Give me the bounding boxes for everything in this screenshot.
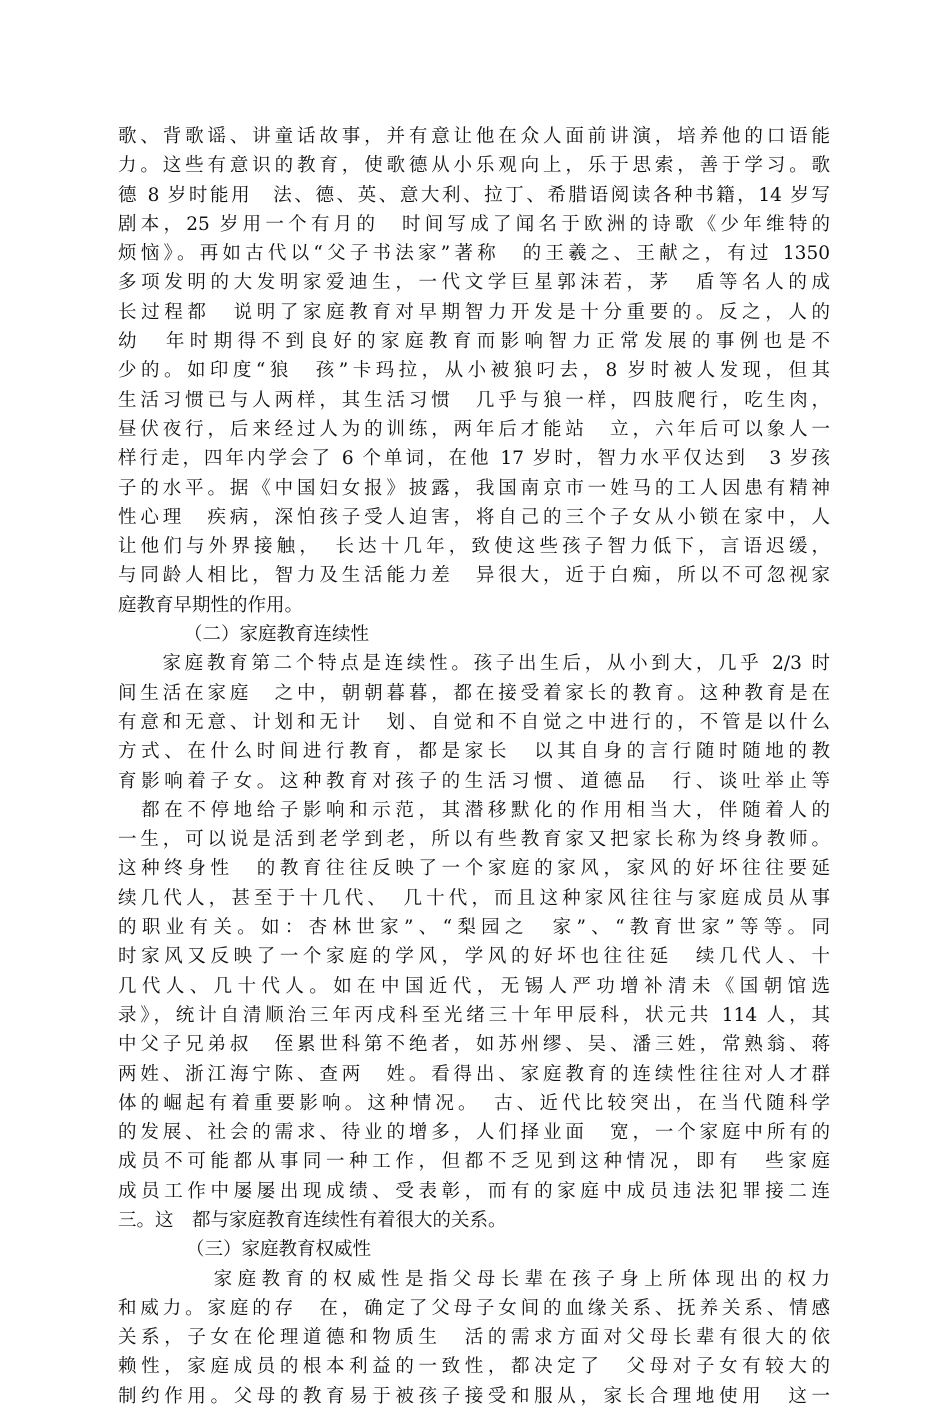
paragraph-line: 歌、背歌谣、讲童话故事，并有意让他在众人面前讲演，培养他的口语能 [118, 126, 830, 147]
paragraph-line: 体的崛起有着重要影响。这种情况。 古、近代比较突出，在当代随科学 [118, 1092, 830, 1114]
paragraph-line: 生活习惯已与人两样，其生活习惯 几乎与狼一样，四肢爬行，吃生肉， [118, 389, 830, 411]
paragraph-line: 这种终身性 的教育往往反映了一个家庭的家风，家风的好坏往往要延 [118, 858, 830, 880]
paragraph-line: 和威力。家庭的存 在，确定了父母子女间的血缘关系、抚养关系、情感 [118, 1297, 830, 1319]
paragraph-line: 中父子兄弟叔 侄累世科第不绝者，如苏州缪、吴、潘三姓，常熟翁、蒋 [118, 1034, 830, 1056]
paragraph-line: 剧本，25 岁用一个有月的 时间写成了闻名于欧洲的诗歌《少年维特的 [118, 213, 830, 235]
paragraph-line: 育影响着子女。这种教育对孩子的生活习惯、道德品 行、谈吐举止等 [118, 770, 830, 792]
paragraph-line: 家庭教育第二个特点是连续性。孩子出生后，从小到大，几乎 2/3 时 [118, 653, 830, 675]
paragraph-line: 制约作用。父母的教育易于被孩子接受和服从，家长合理地使用 这一 [118, 1385, 830, 1407]
paragraph-line: 一生，可以说是活到老学到老，所以有些教育家又把家长称为终身教师。 [118, 829, 830, 851]
document-page [118, 122, 830, 1411]
paragraph-line: 与同龄人相比，智力及生活能力差 异很大，近于白痴，所以不可忽视家 [118, 565, 830, 587]
paragraph-line: 昼伏夜行，后来经过人为的训练，两年后才能站 立，六年后可以象人一 [118, 418, 830, 440]
paragraph-line: 少的。如印度“狼 孩”卡玛拉，从小被狼叼去，8 岁时被人发现，但其 [118, 360, 830, 382]
paragraph-line: 间生活在家庭 之中，朝朝暮暮，都在接受着家长的教育。这种教育是在 [118, 682, 830, 704]
paragraph-line: 三。这 都与家庭教育连续性有着很大的关系。 [118, 1209, 507, 1231]
section-heading: （二）家庭教育连续性 [184, 624, 370, 646]
paragraph-line: 两姓、浙江海宁陈、查两 姓。看得出、家庭教育的连续性往往对人才群 [118, 1063, 830, 1085]
paragraph-line: 成员不可能都从事同一种工作，但都不乏见到这种情况，即有 些家庭 [118, 1151, 830, 1173]
paragraph-line: 方式、在什么时间进行教育，都是家长 以其自身的言行随时随地的教 [118, 741, 830, 763]
paragraph-line: 多项发明的大发明家爱迪生，一代文学巨星郭沫若，茅 盾等名人的成 [118, 272, 830, 294]
paragraph-line: 德 8 岁时能用 法、德、英、意大利、拉丁、希腊语阅读各种书籍，14 岁写 [118, 184, 830, 206]
paragraph-line: 庭教育早期性的作用。 [118, 594, 304, 616]
paragraph-line: 成员工作中屡屡出现成绩、受表彰，而有的家庭中成员违法犯罪接二连 [118, 1180, 830, 1202]
paragraph-line: 录》，统计自清顺治三年丙戌科至光绪三十年甲辰科，状元共 114 人，其 [118, 1004, 830, 1026]
paragraph-line: 幼 年时期得不到良好的家庭教育而影响智力正常发展的事例也是不 [118, 331, 830, 353]
paragraph-line: 都在不停地给子影响和示范，其潜移默化的作用相当大，伴随着人的 [118, 799, 830, 821]
paragraph-line: 续几代人，甚至于十几代、 几十代，而且这种家风往往与家庭成员从事 [118, 887, 830, 909]
paragraph-line: 赖性，家庭成员的根本利益的一致性，都决定了 父母对子女有较大的 [118, 1356, 830, 1378]
paragraph-line: 家庭教育的权威性是指父母长辈在孩子身上所体现出的权力 [118, 1268, 830, 1290]
paragraph-line: 样行走，四年内学会了 6 个单词，在他 17 岁时，智力水平仅达到 3 岁孩 [118, 448, 830, 470]
paragraph-line: 力。这些有意识的教育，使歌德从小乐观向上，乐于思索，善于学习。歌 [118, 155, 830, 177]
paragraph-line: 有意和无意、计划和无计 划、自觉和不自觉之中进行的，不管是以什么 [118, 711, 830, 733]
paragraph-line: 关系，子女在伦理道德和物质生 活的需求方面对父母长辈有很大的依 [118, 1327, 830, 1349]
paragraph-line: 性心理 疾病，深怕孩子受人迫害，将自己的三个子女从小锁在家中，人 [118, 506, 830, 528]
paragraph-line: 时家风又反映了一个家庭的学风，学风的好坏也往往延 续几代人、十 [118, 946, 830, 968]
paragraph-line: 几代人、几十代人。如在中国近代，无锡人严功增补清未《国朝馆选 [118, 975, 830, 997]
paragraph-line: 让他们与外界接触， 长达十几年，致使这些孩子智力低下，言语迟缓， [118, 536, 830, 558]
paragraph-line: 子的水平。据《中国妇女报》披露，我国南京市一姓马的工人因患有精神 [118, 477, 830, 499]
paragraph-line: 的职业有关。如：杏林世家”、“梨园之 家”、“教育世家”等等。同 [118, 917, 830, 939]
paragraph-line: 长过程都 说明了家庭教育对早期智力开发是十分重要的。反之，人的 [118, 301, 830, 323]
section-heading: （三）家庭教育权威性 [186, 1239, 372, 1261]
paragraph-line: 的发展、社会的需求、待业的增多，人们择业面 宽，一个家庭中所有的 [118, 1122, 830, 1144]
paragraph-line: 烦恼》。再如古代以“父子书法家”著称 的王羲之、王献之，有过 1350 [118, 243, 830, 265]
